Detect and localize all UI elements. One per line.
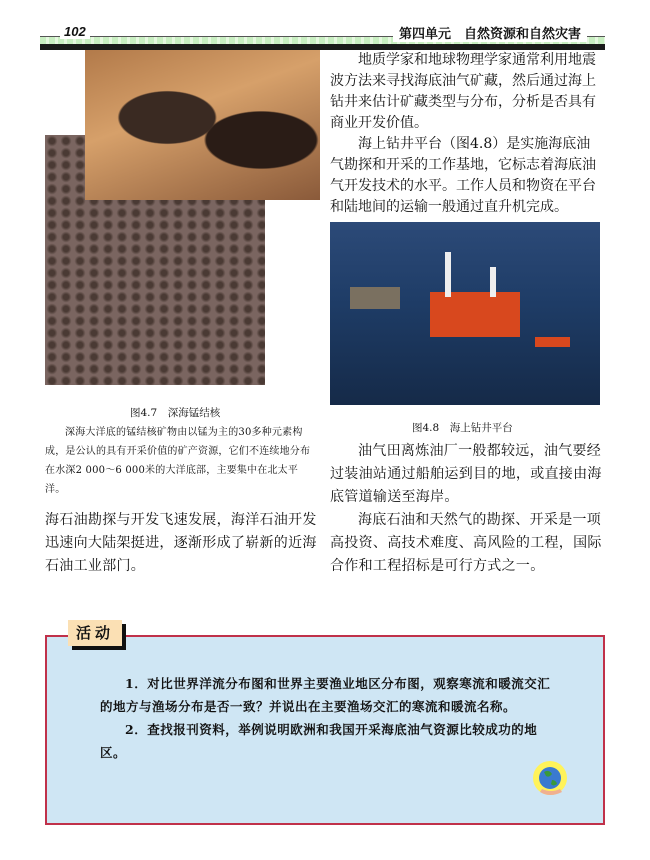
figure-4-7-caption: 图4.7 深海锰结核 [130, 407, 221, 419]
manganese-nodules-photo [85, 50, 320, 200]
left-bottom-text: 海石油勘探与开发飞速发展，海洋石油开发迅速向大陆架挺进，逐渐形成了崭新的近海石油工业部门。 [45, 512, 317, 574]
globe-icon [530, 760, 570, 800]
right-top-text [330, 50, 602, 218]
activity-item: 2．查找报刊资料，举例说明欧洲和我国开采海底油气资源比较成功的地区。 [100, 722, 538, 760]
drilling-platform-photo [330, 222, 600, 405]
right-bottom-text [330, 440, 602, 578]
figure-4-8-caption: 图4.8 海上钻井平台 [412, 422, 513, 434]
paragraph: 地质学家和地球物理学家通常利用地震波方法来寻找海底油气矿藏，然后通过海上钻井来估计矿藏类型与分布，分析是否具有商业开发价值。 [330, 52, 596, 131]
paragraph: 油气田离炼油厂一般都较远，油气要经过装油站通过船舶运到目的地，或直接由海底管道输送至海岸。 [330, 443, 602, 505]
activity-item: 1．对比世界洋流分布图和世界主要渔业地区分布图，观察寒流和暖流交汇的地方与渔场分布是否一致？并说出在主要渔场交汇的寒流和暖流名称。 [100, 676, 551, 714]
page-number: 102 [60, 24, 90, 39]
figure-description: 深海大洋底的锰结核矿物由以锰为主的30多种元素构成，是公认的具有开采价值的矿产资源，它们不连续地分布在水深2 000～6 000米的大洋底部，主要集中在北太平洋。 [45, 427, 311, 495]
paragraph: 海底石油和天然气的勘探、开采是一项高投资、高技术难度、高风险的工程，国际合作和工程招标是可行方式之一。 [330, 512, 602, 574]
activity-items [100, 672, 560, 764]
paragraph: 海上钻井平台（图4.8）是实施海底油气勘探和开采的工作基地，它标志着海底油气开发技术的水平。工作人员和物资在平台和陆地间的运输一般通过直升机完成。 [330, 136, 596, 215]
unit-title: 第四单元 自然资源和自然灾害 [393, 23, 587, 42]
figure-4-7-description [45, 423, 317, 499]
activity-label: 活动 [68, 620, 122, 646]
